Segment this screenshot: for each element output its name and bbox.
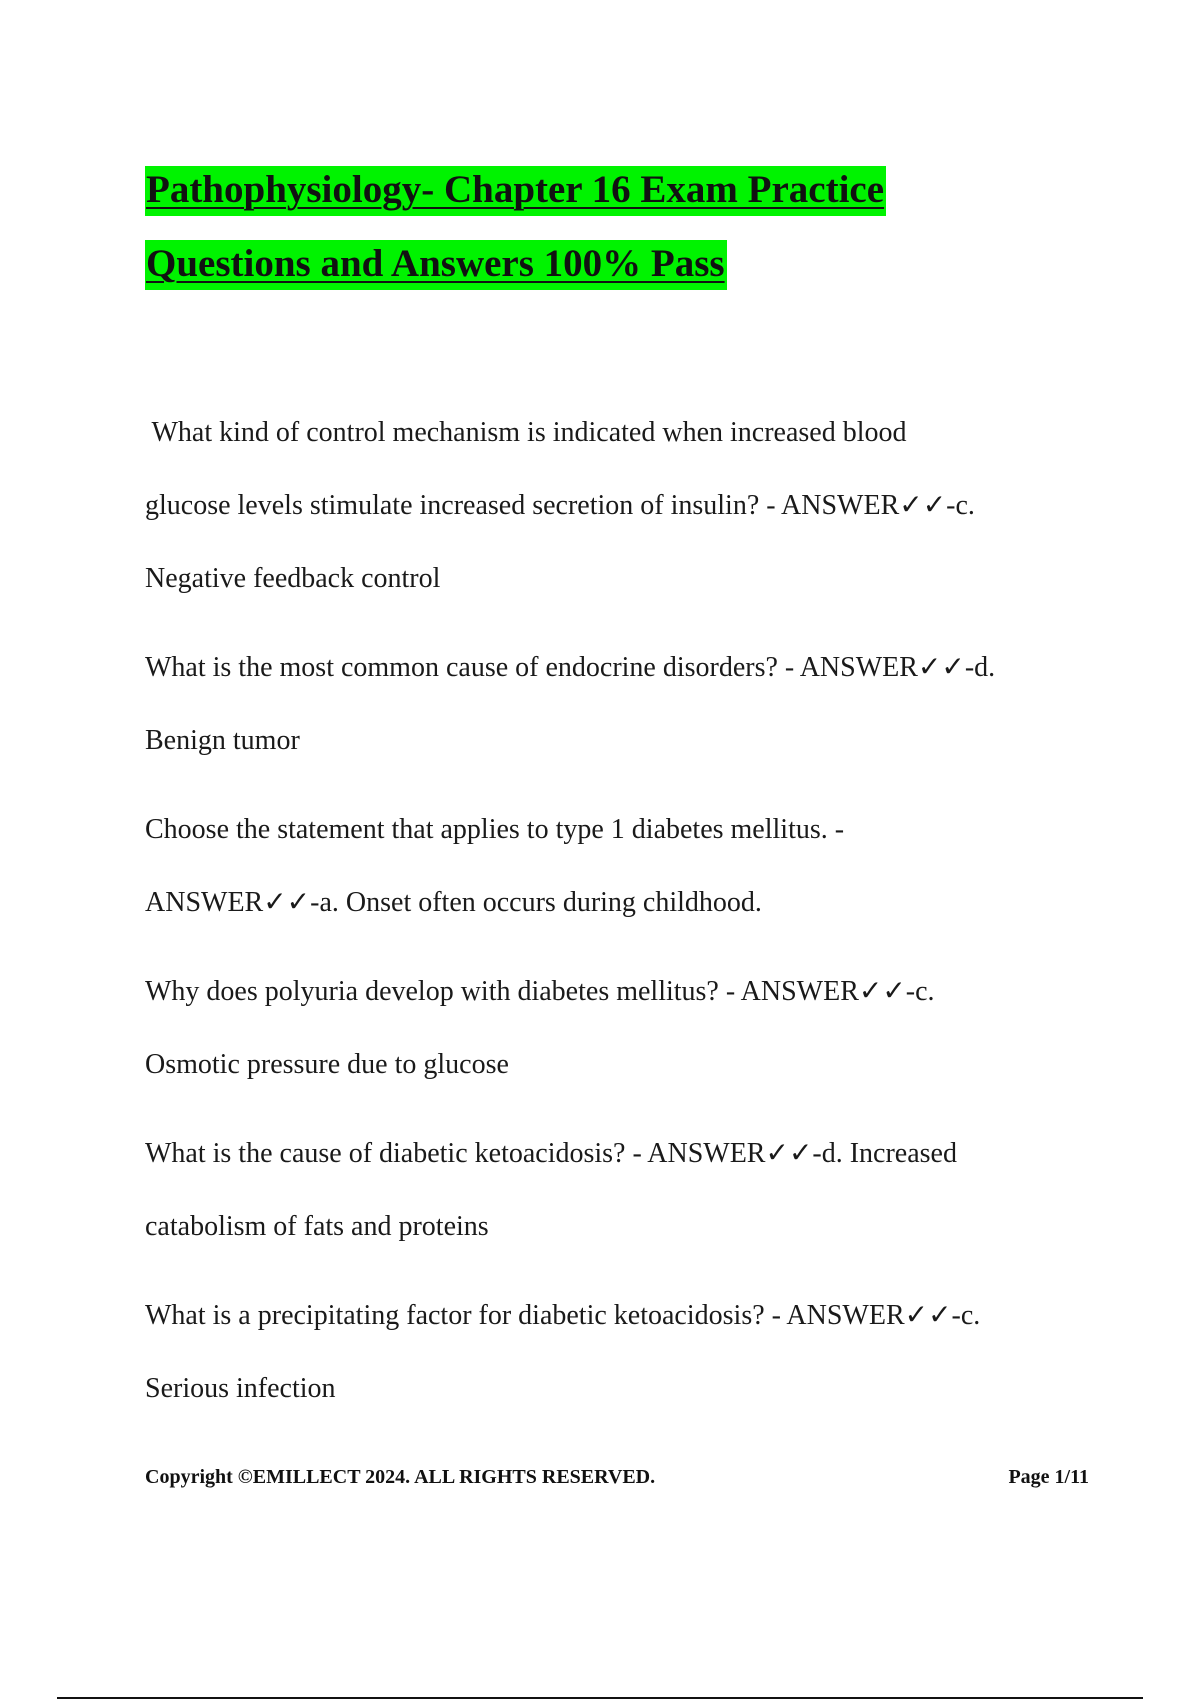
qa-line: Osmotic pressure due to glucose (145, 1049, 509, 1080)
qa-line: What is the most common cause of endocrine disorders? - ANSWER✓✓-d. (145, 652, 996, 683)
bottom-divider (57, 1697, 1143, 1699)
qa-line: ANSWER✓✓-a. Onset often occurs during childhood. (145, 887, 762, 918)
qa-line: Negative feedback control (145, 563, 441, 594)
title-line-1: Pathophysiology- Chapter 16 Exam Practice (145, 166, 886, 216)
title-line-2: Questions and Answers 100% Pass (145, 240, 727, 290)
qa-item-4 (145, 955, 1105, 1101)
qa-line: Serious infection (145, 1373, 336, 1404)
qa-line: What is a precipitating factor for diabetic ketoacidosis? - ANSWER✓✓-c. (145, 1300, 981, 1331)
qa-item-3 (145, 793, 1105, 939)
qa-line: Benign tumor (145, 725, 300, 756)
document-title (145, 166, 1105, 314)
qa-line: catabolism of fats and proteins (145, 1211, 489, 1242)
qa-line: What kind of control mechanism is indicated when increased blood (145, 417, 907, 448)
page-footer (145, 1466, 1089, 1489)
qa-item-1 (145, 396, 1105, 615)
qa-list (145, 396, 1105, 1441)
qa-item-5 (145, 1117, 1105, 1263)
qa-line: What is the cause of diabetic ketoacidosis? - ANSWER✓✓-d. Increased (145, 1138, 957, 1169)
qa-line: Choose the statement that applies to type 1 diabetes mellitus. - (145, 814, 845, 845)
copyright-text: Copyright ©EMILLECT 2024. ALL RIGHTS RESERVED. (145, 1466, 656, 1488)
qa-item-6 (145, 1279, 1105, 1425)
qa-item-2 (145, 631, 1105, 777)
page-number: Page 1/11 (1008, 1466, 1089, 1488)
qa-line: glucose levels stimulate increased secretion of insulin? - ANSWER✓✓-c. (145, 490, 975, 521)
qa-line: Why does polyuria develop with diabetes mellitus? - ANSWER✓✓-c. (145, 976, 935, 1007)
